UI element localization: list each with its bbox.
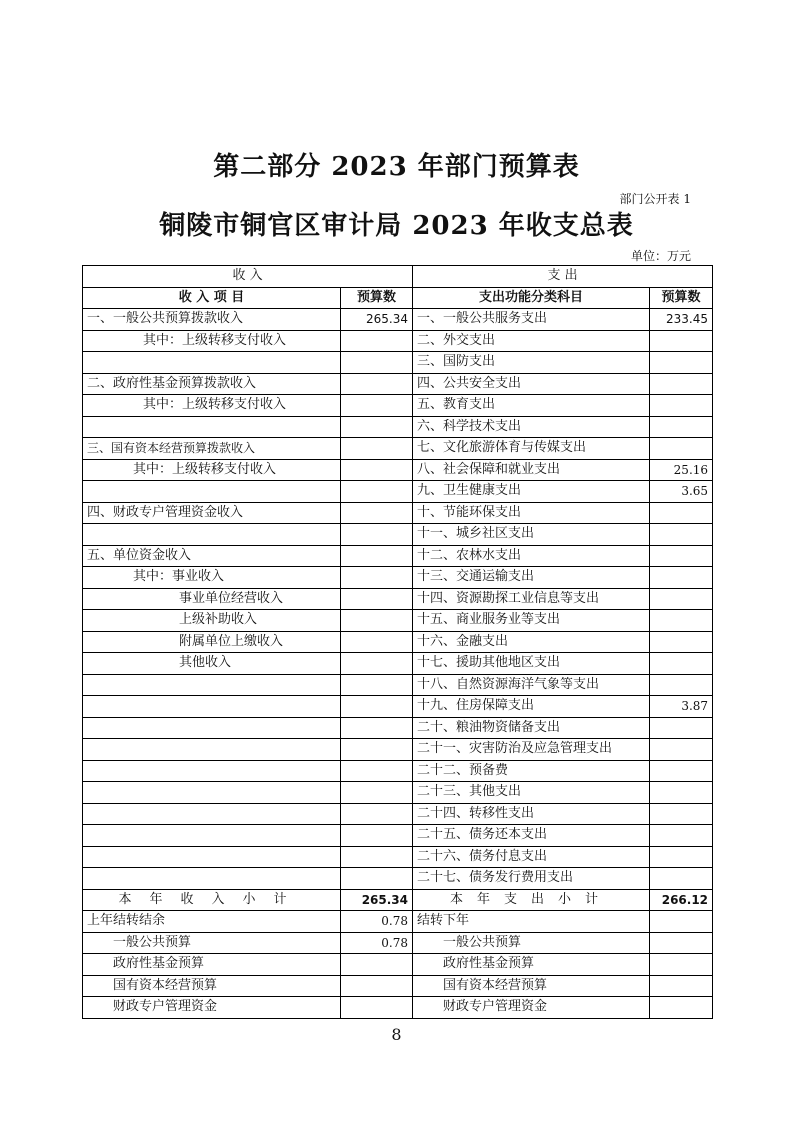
expense-value	[650, 395, 713, 417]
income-value	[341, 717, 413, 739]
table-row	[83, 438, 713, 460]
table-row	[83, 352, 713, 374]
income-value	[341, 610, 413, 632]
income-value	[341, 631, 413, 653]
table-row	[83, 610, 713, 632]
income-item: 事业单位经营收入	[83, 588, 341, 610]
income-value	[341, 567, 413, 589]
table-row	[83, 739, 713, 761]
income-value	[341, 352, 413, 374]
carry-income-value	[341, 954, 413, 976]
table-row	[83, 330, 713, 352]
table-row	[83, 868, 713, 890]
table-row	[83, 782, 713, 804]
income-value	[341, 588, 413, 610]
income-item: 四、财政专户管理资金收入	[83, 502, 341, 524]
income-item	[83, 803, 341, 825]
carry-expense-item: 财政专户管理资金	[413, 997, 650, 1019]
expense-item: 十八、自然资源海洋气象等支出	[413, 674, 650, 696]
expense-item: 十五、商业服务业等支出	[413, 610, 650, 632]
table-row	[83, 631, 713, 653]
expense-value	[650, 868, 713, 890]
carry-expense-label: 结转下年	[413, 911, 650, 933]
expense-value	[650, 610, 713, 632]
budget-table	[82, 265, 713, 1019]
income-value	[341, 653, 413, 675]
income-value	[341, 395, 413, 417]
expense-value	[650, 846, 713, 868]
expense-budget-header: 预算数	[650, 287, 713, 309]
income-item	[83, 782, 341, 804]
table-number: 部门公开表 1	[619, 192, 691, 206]
expense-value	[650, 674, 713, 696]
expense-subtotal-value: 266.12	[650, 889, 713, 911]
income-item: 三、国有资本经营预算拨款收入	[83, 438, 341, 460]
expense-value	[650, 717, 713, 739]
income-value	[341, 696, 413, 718]
table-row	[83, 674, 713, 696]
income-item	[83, 825, 341, 847]
table-row	[83, 717, 713, 739]
expense-item: 七、文化旅游体育与传媒支出	[413, 438, 650, 460]
expense-header: 支 出	[413, 266, 713, 288]
carry-expense-item: 一般公共预算	[413, 932, 650, 954]
income-item	[83, 760, 341, 782]
table-row	[83, 395, 713, 417]
income-value	[341, 803, 413, 825]
income-item: 上级补助收入	[83, 610, 341, 632]
income-value	[341, 502, 413, 524]
expense-value	[650, 524, 713, 546]
expense-value: 25.16	[650, 459, 713, 481]
expense-item: 十九、住房保障支出	[413, 696, 650, 718]
expense-item: 十七、援助其他地区支出	[413, 653, 650, 675]
carry-income-item: 政府性基金预算	[83, 954, 341, 976]
table-row	[83, 760, 713, 782]
table-row	[83, 416, 713, 438]
expense-value: 233.45	[650, 309, 713, 331]
expense-item: 十四、资源勘探工业信息等支出	[413, 588, 650, 610]
income-item: 其中：上级转移支付收入	[83, 330, 341, 352]
income-item: 附属单位上缴收入	[83, 631, 341, 653]
carry-expense-value	[650, 932, 713, 954]
table-row	[83, 545, 713, 567]
expense-item: 八、社会保障和就业支出	[413, 459, 650, 481]
table-row	[83, 309, 713, 331]
income-item	[83, 739, 341, 761]
expense-item: 二十一、灾害防治及应急管理支出	[413, 739, 650, 761]
income-value	[341, 438, 413, 460]
expense-item: 十六、金融支出	[413, 631, 650, 653]
expense-item: 二十七、债务发行费用支出	[413, 868, 650, 890]
expense-item: 二十二、预备费	[413, 760, 650, 782]
income-item: 二、政府性基金预算拨款收入	[83, 373, 341, 395]
income-value	[341, 674, 413, 696]
table-row	[83, 459, 713, 481]
income-budget-header: 预算数	[341, 287, 413, 309]
income-item	[83, 352, 341, 374]
page-title: 铜陵市铜官区审计局 2023 年收支总表	[159, 211, 634, 241]
page-number: 8	[391, 1025, 402, 1044]
table-row	[83, 653, 713, 675]
table-row	[83, 481, 713, 503]
income-item	[83, 868, 341, 890]
income-value	[341, 825, 413, 847]
income-value	[341, 481, 413, 503]
column-header-row	[83, 287, 713, 309]
table-row	[83, 588, 713, 610]
carry-row	[83, 997, 713, 1019]
income-value	[341, 330, 413, 352]
table-header-row	[83, 266, 713, 288]
expense-value	[650, 438, 713, 460]
income-item	[83, 481, 341, 503]
carry-income-value	[341, 997, 413, 1019]
income-item: 其中：上级转移支付收入	[83, 395, 341, 417]
carry-income-value	[341, 975, 413, 997]
carry-row	[83, 932, 713, 954]
expense-value	[650, 545, 713, 567]
carry-expense-value	[650, 954, 713, 976]
income-item	[83, 696, 341, 718]
expense-item: 二十六、债务付息支出	[413, 846, 650, 868]
expense-item: 一、一般公共服务支出	[413, 309, 650, 331]
expense-value	[650, 373, 713, 395]
part-title: 第二部分 2023 年部门预算表	[213, 152, 580, 182]
income-value	[341, 868, 413, 890]
carry-income-value: 0.78	[341, 932, 413, 954]
expense-subtotal-label: 本年支出小计	[413, 889, 650, 911]
table-row	[83, 696, 713, 718]
expense-value	[650, 567, 713, 589]
income-value	[341, 373, 413, 395]
expense-item: 十三、交通运输支出	[413, 567, 650, 589]
income-value	[341, 782, 413, 804]
expense-value	[650, 760, 713, 782]
income-item	[83, 674, 341, 696]
income-item: 五、单位资金收入	[83, 545, 341, 567]
income-subtotal-value: 265.34	[341, 889, 413, 911]
expense-value	[650, 782, 713, 804]
income-value: 265.34	[341, 309, 413, 331]
carry-income-item: 财政专户管理资金	[83, 997, 341, 1019]
expense-value	[650, 352, 713, 374]
income-item	[83, 717, 341, 739]
unit-label: 单位：万元	[630, 249, 691, 263]
income-item	[83, 524, 341, 546]
income-item-header: 收 入 项 目	[83, 287, 341, 309]
carry-row	[83, 954, 713, 976]
carry-expense-value	[650, 975, 713, 997]
expense-item: 四、公共安全支出	[413, 373, 650, 395]
expense-item: 二十三、其他支出	[413, 782, 650, 804]
income-value	[341, 760, 413, 782]
expense-item-header: 支出功能分类科目	[413, 287, 650, 309]
expense-item: 六、科学技术支出	[413, 416, 650, 438]
expense-value: 3.87	[650, 696, 713, 718]
carry-expense-value	[650, 911, 713, 933]
table-row	[83, 524, 713, 546]
income-value	[341, 524, 413, 546]
table-row	[83, 803, 713, 825]
expense-value	[650, 330, 713, 352]
expense-value	[650, 588, 713, 610]
table-row	[83, 567, 713, 589]
expense-value: 3.65	[650, 481, 713, 503]
income-header: 收 入	[83, 266, 413, 288]
income-value	[341, 416, 413, 438]
income-item	[83, 416, 341, 438]
expense-item: 十、节能环保支出	[413, 502, 650, 524]
income-value	[341, 739, 413, 761]
income-item: 一、一般公共预算拨款收入	[83, 309, 341, 331]
expense-value	[650, 416, 713, 438]
income-item: 其中：上级转移支付收入	[83, 459, 341, 481]
carry-income-label: 上年结转结余	[83, 911, 341, 933]
carry-row	[83, 975, 713, 997]
carry-income-item: 一般公共预算	[83, 932, 341, 954]
carry-expense-value	[650, 997, 713, 1019]
income-item: 其他收入	[83, 653, 341, 675]
subtotal-row	[83, 889, 713, 911]
income-subtotal-label: 本年收入小计	[83, 889, 341, 911]
income-value	[341, 545, 413, 567]
expense-item: 二、外交支出	[413, 330, 650, 352]
expense-item: 十一、城乡社区支出	[413, 524, 650, 546]
expense-item: 十二、农林水支出	[413, 545, 650, 567]
carry-income-item: 国有资本经营预算	[83, 975, 341, 997]
table-row	[83, 373, 713, 395]
expense-item: 二十五、债务还本支出	[413, 825, 650, 847]
expense-value	[650, 631, 713, 653]
income-value	[341, 459, 413, 481]
carry-row	[83, 911, 713, 933]
expense-value	[650, 502, 713, 524]
income-item	[83, 846, 341, 868]
carry-income-value: 0.78	[341, 911, 413, 933]
table-row	[83, 825, 713, 847]
expense-value	[650, 803, 713, 825]
table-row	[83, 502, 713, 524]
income-value	[341, 846, 413, 868]
carry-expense-item: 政府性基金预算	[413, 954, 650, 976]
expense-item: 三、国防支出	[413, 352, 650, 374]
carry-expense-item: 国有资本经营预算	[413, 975, 650, 997]
expense-value	[650, 739, 713, 761]
expense-item: 五、教育支出	[413, 395, 650, 417]
table-row	[83, 846, 713, 868]
expense-item: 二十、粮油物资储备支出	[413, 717, 650, 739]
expense-item: 九、卫生健康支出	[413, 481, 650, 503]
income-item: 其中：事业收入	[83, 567, 341, 589]
expense-value	[650, 825, 713, 847]
expense-item: 二十四、转移性支出	[413, 803, 650, 825]
expense-value	[650, 653, 713, 675]
